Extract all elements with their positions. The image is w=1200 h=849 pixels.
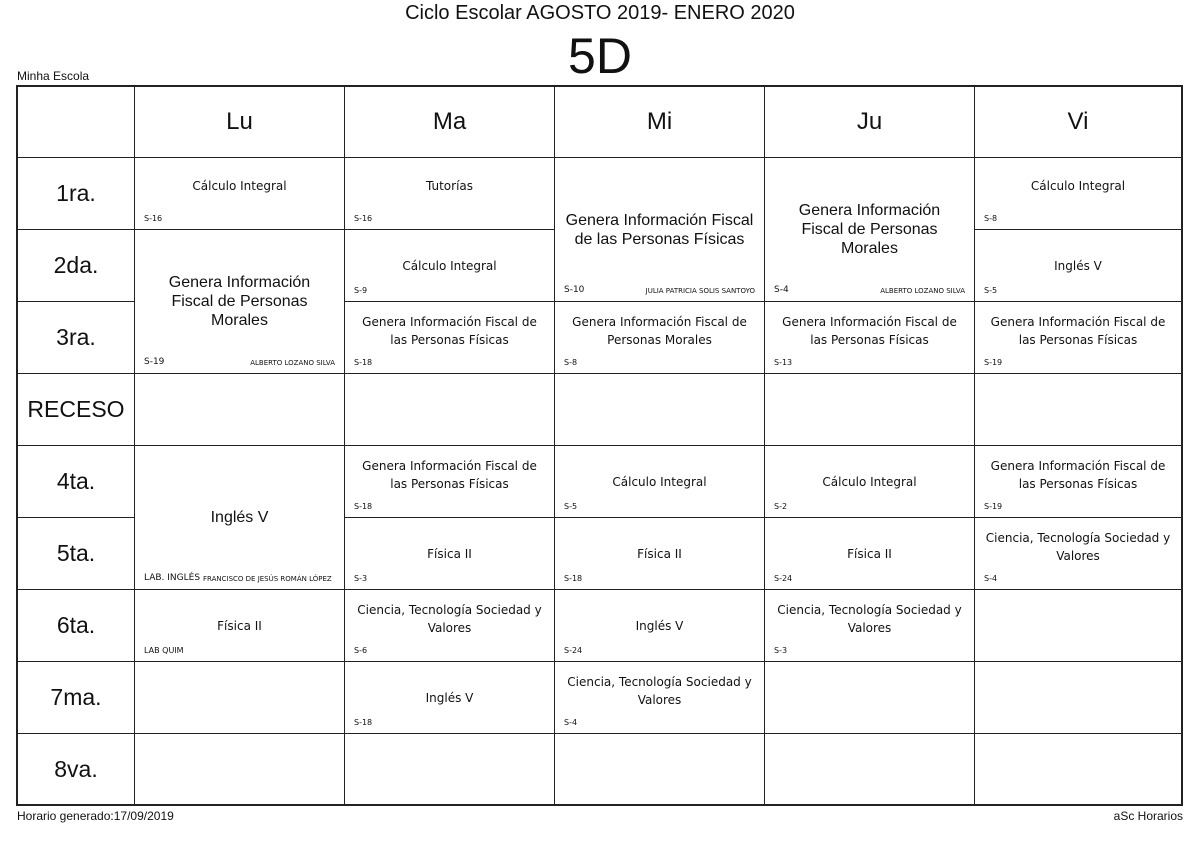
lesson-room: LAB. INGLÉS (144, 573, 201, 583)
lesson-room: S-8 (564, 358, 578, 367)
lesson-room: S-19 (984, 502, 1003, 511)
lesson-cell[interactable] (555, 446, 764, 517)
day-header-ju: Ju (856, 108, 883, 135)
day-header-ma: Ma (432, 108, 467, 135)
lesson-subject: Genera Información Fiscal de las Personas Físicas (565, 211, 754, 248)
lesson-subject: Física II (217, 618, 262, 633)
lesson-cell[interactable] (555, 302, 764, 373)
lesson-cell[interactable] (345, 590, 554, 661)
period-label: 6ta. (56, 612, 96, 638)
lesson-subject: Ciencia, Tecnología Sociedad y Valores (777, 602, 962, 635)
day-header-vi: Vi (1067, 108, 1089, 135)
lesson-subject: Cálculo Integral (192, 178, 287, 193)
lesson-room: S-18 (354, 718, 373, 727)
lesson-cell[interactable] (345, 446, 554, 517)
lesson-room: S-18 (354, 358, 373, 367)
lesson-subject: Cálculo Integral (402, 258, 497, 273)
lesson-subject: Cálculo Integral (612, 474, 707, 489)
lesson-subject: Inglés V (635, 618, 684, 633)
day-header-lu: Lu (226, 108, 253, 135)
lesson-subject: Genera Información Fiscal de las Personas Físicas (362, 458, 537, 491)
lesson-room: S-13 (774, 358, 793, 367)
lesson-cell[interactable] (345, 662, 554, 733)
lesson-subject: Ciencia, Tecnología Sociedad y Valores (985, 530, 1171, 563)
lesson-cell[interactable] (975, 302, 1181, 373)
lesson-subject: Física II (637, 546, 682, 561)
lesson-cell[interactable] (135, 590, 344, 661)
lesson-room: S-4 (564, 718, 578, 727)
lesson-cell[interactable] (345, 518, 554, 589)
lesson-subject: Cálculo Integral (1030, 178, 1126, 193)
class-name: 5D (568, 28, 632, 84)
lesson-teacher: ALBERTO LOZANO SILVA (880, 287, 965, 295)
lesson-subject: Inglés V (210, 509, 269, 526)
grid-line (18, 373, 1181, 374)
lesson-cell[interactable] (765, 446, 974, 517)
lesson-cell[interactable] (555, 662, 764, 733)
lesson-room: S-9 (354, 286, 368, 295)
lesson-subject: Genera Información Fiscal de las Personas Físicas (782, 314, 957, 347)
lesson-cell[interactable] (555, 158, 764, 301)
period-label: 3ra. (56, 324, 96, 350)
lesson-cell[interactable] (765, 590, 974, 661)
school-name: Minha Escola (17, 69, 90, 83)
timetable-grid (16, 85, 1183, 806)
period-label: 8va. (54, 755, 98, 782)
period-label: 1ra. (56, 180, 96, 206)
lesson-subject: Cálculo Integral (822, 474, 917, 489)
lesson-room: S-4 (984, 574, 998, 583)
lesson-room: S-16 (354, 214, 373, 223)
lesson-cell[interactable] (135, 230, 344, 373)
lesson-room: S-18 (354, 502, 373, 511)
lesson-cell[interactable] (345, 302, 554, 373)
lesson-subject: Ciencia, Tecnología Sociedad y Valores (567, 674, 752, 707)
lesson-room: S-19 (144, 357, 165, 367)
lesson-room: S-8 (984, 214, 998, 223)
lesson-teacher: JULIA PATRICIA SOLIS SANTOYO (645, 287, 755, 295)
lesson-subject: Genera Información Fiscal de las Personas Físicas (990, 458, 1166, 491)
lesson-room: S-19 (984, 358, 1003, 367)
lesson-subject: Física II (847, 546, 892, 561)
lesson-cell[interactable] (975, 518, 1181, 589)
lesson-cell[interactable] (345, 230, 554, 301)
period-label: 5ta. (56, 540, 96, 566)
brand-label: aSc Horarios (1113, 809, 1183, 823)
period-label: 7ma. (50, 684, 102, 710)
lesson-teacher: ALBERTO LOZANO SILVA (250, 359, 335, 367)
lesson-subject: Inglés V (425, 690, 474, 705)
lesson-room: S-16 (144, 214, 163, 223)
generated-date: Horario generado:17/09/2019 (17, 809, 174, 823)
lesson-room: S-3 (354, 574, 368, 583)
period-label: 2da. (53, 252, 99, 278)
lesson-room: S-3 (774, 646, 788, 655)
lesson-subject: Inglés V (1054, 258, 1102, 273)
lesson-cell[interactable] (975, 446, 1181, 517)
lesson-room: S-4 (774, 285, 789, 295)
lesson-subject: Genera Información Fiscal de las Personas Físicas (362, 314, 537, 347)
lesson-subject: Ciencia, Tecnología Sociedad y Valores (357, 602, 542, 635)
lesson-room: S-5 (564, 502, 578, 511)
lesson-cell[interactable] (135, 446, 344, 589)
lesson-cell[interactable] (975, 230, 1181, 301)
lesson-cell[interactable] (765, 518, 974, 589)
lesson-subject: Física II (427, 546, 472, 561)
lesson-room: S-5 (984, 286, 998, 295)
lesson-room: S-10 (564, 285, 585, 295)
lesson-teacher: FRANCISCO DE JESÚS ROMÁN LÓPEZ (203, 575, 332, 583)
lesson-room: S-24 (564, 646, 583, 655)
lesson-cell[interactable] (765, 158, 974, 301)
lesson-subject: Genera Información Fiscal de Personas Morales (798, 202, 941, 257)
lesson-subject: Genera Información Fiscal de las Personas Físicas (990, 314, 1166, 347)
lesson-room: S-24 (774, 574, 793, 583)
lesson-room: LAB QUIM (144, 646, 184, 655)
lesson-room: S-2 (774, 502, 788, 511)
day-header-mi: Mi (646, 108, 673, 135)
lesson-subject: Genera Información Fiscal de Personas Morales (572, 314, 747, 347)
lesson-cell[interactable] (975, 158, 1181, 229)
lesson-room: S-6 (354, 646, 368, 655)
schedule-title: Ciclo Escolar AGOSTO 2019- ENERO 2020 (405, 2, 795, 24)
lesson-cell[interactable] (555, 590, 764, 661)
period-label: 4ta. (56, 468, 96, 494)
lesson-cell[interactable] (345, 158, 554, 229)
grid-line (18, 733, 1181, 734)
lesson-subject: Tutorías (425, 178, 474, 193)
lesson-cell[interactable] (135, 158, 344, 229)
lesson-cell[interactable] (555, 518, 764, 589)
lesson-cell[interactable] (765, 302, 974, 373)
period-label-break: RECESO (27, 396, 125, 422)
lesson-room: S-18 (564, 574, 583, 583)
lesson-subject: Genera Información Fiscal de Personas Morales (168, 274, 311, 329)
